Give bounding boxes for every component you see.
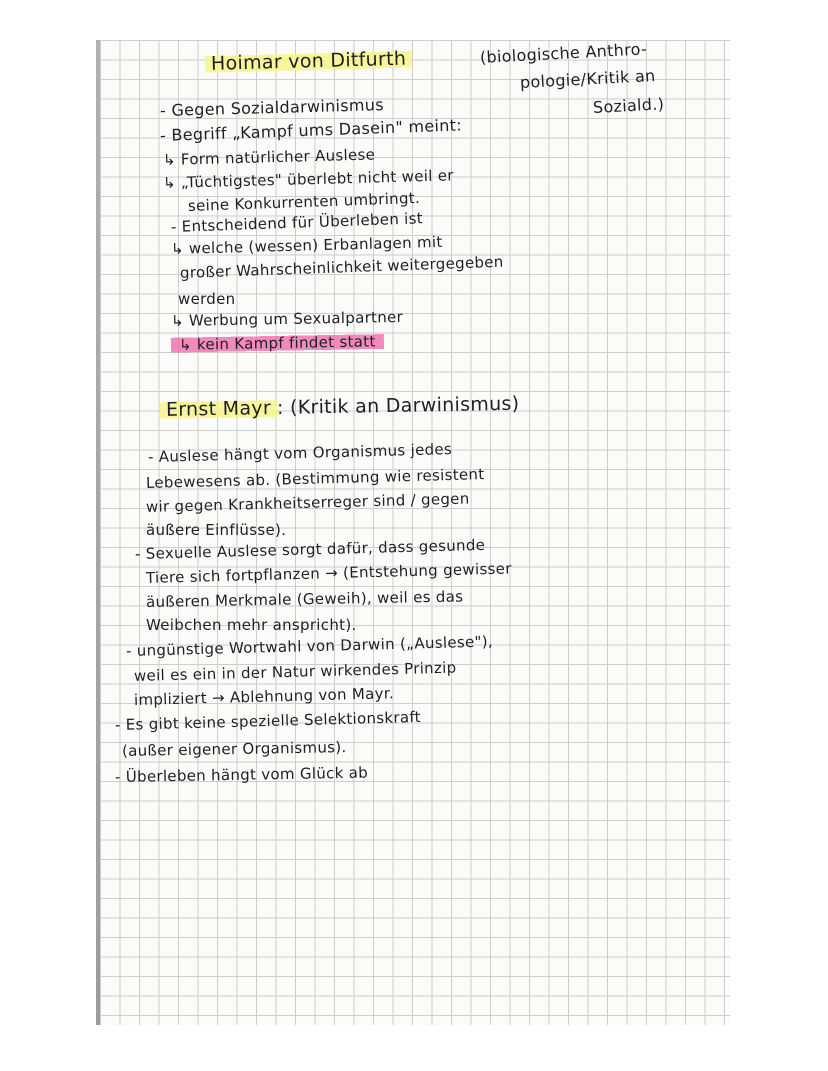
- section1-heading-note-1: (biologische Anthro-: [479, 39, 648, 67]
- section2-line-14: - Überleben hängt vom Glück ab: [114, 763, 369, 786]
- section2-line-10: weil es ein in der Natur wirkendes Prinzip: [133, 658, 457, 685]
- section1-line-6: - Entscheidend für Überleben ist: [170, 209, 424, 236]
- section1-line-11-text: ↳ kein Kampf findet statt: [171, 332, 384, 354]
- section1-line-1: - Gegen Sozialdarwinismus: [159, 95, 385, 120]
- section1-line-8: großer Wahrscheinlichkeit weitergegeben: [179, 252, 504, 282]
- section1-line-11: [171, 334, 384, 353]
- section2-line-11: impliziert → Ablehnung von Mayr.: [133, 684, 395, 709]
- section2-line-12: - Es gibt keine spezielle Selektionskraft: [114, 707, 422, 734]
- section2-line-7: äußeren Merkmale (Geweih), weil es das: [145, 587, 464, 611]
- section2-line-2: Lebewesens ab. (Bestimmung wie resistent: [145, 465, 485, 492]
- section2-line-8: Weibchen mehr anspricht).: [146, 616, 357, 634]
- section1-heading-note-2: pologie/Kritik an: [519, 65, 656, 92]
- section2-line-6: Tiere sich fortpflanzen → (Entstehung gewisser: [145, 559, 512, 587]
- section2-line-5: - Sexuelle Auslese sorgt dafür, dass gesunde: [134, 535, 486, 563]
- section1-line-7: ↳ welche (wessen) Erbanlagen mit: [170, 232, 443, 258]
- section1-line-5: seine Konkurrenten umbringt.: [187, 188, 421, 215]
- section1-line-2: - Begriff „Kampf ums Dasein" meint:: [159, 115, 463, 145]
- section1-line-4: ↳ „Tüchtigstes" überlebt nicht weil er: [162, 166, 454, 192]
- section1-line-3: ↳ Form natürlicher Auslese: [162, 145, 376, 169]
- section2-line-1: - Auslese hängt vom Organismus jedes: [147, 440, 453, 466]
- section1-line-9: werden: [178, 290, 236, 308]
- section2-heading-note: : (Kritik an Darwinismus): [276, 392, 520, 419]
- section1-line-10: ↳ Werbung um Sexualpartner: [170, 307, 404, 330]
- section1-heading-note-3: Soziald.): [592, 94, 665, 117]
- section2-line-4: äußere Einflüsse).: [146, 521, 287, 539]
- section2-heading-name: Ernst Mayr: [160, 397, 277, 421]
- section1-heading-name: Hoimar von Ditfurth: [205, 48, 413, 75]
- section1-heading: [205, 47, 413, 75]
- section2-line-13: (außer eigener Organismus).: [121, 738, 347, 760]
- section2-line-9: - ungünstige Wortwahl von Darwin („Auslese"),: [125, 632, 494, 660]
- section2-line-3: wir gegen Krankheitserreger sind / gegen: [145, 489, 470, 516]
